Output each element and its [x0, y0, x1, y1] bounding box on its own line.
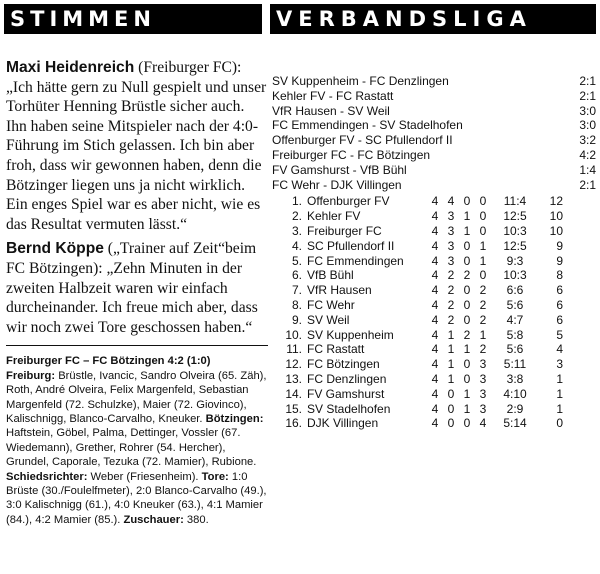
standings-team: FC Rastatt — [307, 342, 365, 357]
quote-heidenreich — [6, 58, 268, 234]
standings-won: 1 — [447, 327, 455, 342]
standings-points: 12 — [549, 194, 563, 209]
standings-lost: 3 — [479, 401, 487, 416]
quote-speaker: Maxi Heidenreich — [6, 59, 135, 76]
standings-rank: 14. — [285, 386, 302, 401]
result-score: 3:0 — [579, 103, 596, 118]
standings-rank: 5. — [291, 253, 302, 268]
standings-team: Offenburger FV — [307, 194, 390, 209]
standings-team: DJK Villingen — [307, 416, 379, 431]
result-match: Freiburger FC - FC Bötzingen — [272, 147, 431, 162]
standings-won: 2 — [447, 312, 455, 327]
standings-won: 0 — [447, 401, 455, 416]
standings-points: 10 — [549, 209, 563, 224]
standings-points: 4 — [556, 342, 563, 357]
standings-rank: 10. — [285, 327, 302, 342]
divider — [6, 345, 268, 346]
standings-team: Freiburger FC — [307, 223, 382, 238]
result-row — [272, 133, 598, 148]
verbandsliga-header: VERBANDSLIGA — [270, 4, 596, 34]
standings-played: 4 — [431, 297, 439, 312]
league-column — [272, 74, 598, 431]
standings-drawn: 1 — [463, 342, 471, 357]
stimmen-header: STIMMEN — [4, 4, 262, 34]
standings-team: SV Weil — [307, 312, 350, 327]
standings-row — [272, 298, 563, 313]
standings-points: 1 — [556, 371, 563, 386]
standings-team: Kehler FV — [307, 209, 361, 224]
standings-drawn: 0 — [463, 238, 471, 253]
standings-played: 4 — [431, 253, 439, 268]
standings-team: FC Bötzingen — [307, 357, 380, 372]
standings-played: 4 — [431, 416, 439, 431]
standings-rank: 12. — [285, 357, 302, 372]
standings-row — [272, 224, 563, 239]
standings-played: 4 — [431, 283, 439, 298]
standings-rank: 7. — [291, 283, 302, 298]
standings-row — [272, 416, 563, 431]
standings-team: FV Gamshurst — [307, 386, 385, 401]
standings-goals: 2:9 — [506, 401, 524, 416]
result-match: Kehler FV - FC Rastatt — [272, 88, 394, 103]
standings-won: 1 — [447, 342, 455, 357]
standings-played: 4 — [431, 327, 439, 342]
standings-lost: 0 — [479, 223, 487, 238]
standings-team: FC Denzlingen — [307, 371, 387, 386]
standings-played: 4 — [431, 386, 439, 401]
standings-drawn: 0 — [463, 253, 471, 268]
result-score: 2:1 — [579, 177, 596, 192]
standings-team: SV Kuppenheim — [307, 327, 394, 342]
team1-label: Freiburg: — [6, 369, 56, 382]
standings-played: 4 — [431, 194, 439, 209]
result-row — [272, 104, 598, 119]
standings-lost: 3 — [479, 371, 487, 386]
quote-text: („Trainer auf Zeit“beim FC Bötzingen): „Zehn Minuten in der zweiten Halbzeit waren wir einfach durcheinander. Ich freue mich aber, dass wir noch zwei Tore geschossen haben.“ — [6, 240, 258, 336]
standings-row — [272, 283, 563, 298]
standings-rank: 3. — [291, 223, 302, 238]
standings-goals: 3:8 — [506, 371, 524, 386]
referee: Weber (Friesenheim). — [87, 470, 199, 483]
standings-lost: 3 — [479, 357, 487, 372]
quote-speaker: Bernd Köppe — [6, 240, 104, 258]
standings-points: 6 — [556, 283, 563, 298]
standings-played: 4 — [431, 209, 439, 224]
standings-played: 4 — [431, 238, 439, 253]
standings-table — [272, 194, 563, 431]
standings-points: 9 — [556, 238, 563, 253]
result-row — [272, 148, 598, 163]
standings-drawn: 2 — [463, 327, 471, 342]
standings-lost: 0 — [479, 194, 487, 209]
result-row — [272, 118, 598, 133]
result-match: FV Gamshurst - VfB Bühl — [272, 162, 407, 177]
standings-points: 1 — [556, 401, 563, 416]
standings-team: SC Pfullendorf II — [307, 238, 395, 253]
team2-lineup: Haftstein, Göbel, Palma, Dettinger, Vossler (67. Wiedemann), Grether, Rohrer (54. Hercher), Grundel, Caporale, Tezuka (72. Mamier), Rubione. — [6, 427, 257, 469]
standings-lost: 3 — [479, 386, 487, 401]
standings-goals: 5:6 — [506, 342, 524, 357]
standings-goals: 12:5 — [503, 238, 527, 253]
standings-played: 4 — [431, 342, 439, 357]
standings-lost: 0 — [479, 268, 487, 283]
goals-label: Tore: — [201, 470, 229, 483]
standings-won: 3 — [447, 238, 455, 253]
result-row — [272, 89, 598, 104]
standings-won: 1 — [447, 371, 455, 386]
standings-played: 4 — [431, 312, 439, 327]
standings-won: 3 — [447, 209, 455, 224]
match-report — [6, 354, 268, 527]
standings-won: 0 — [447, 416, 455, 431]
result-row — [272, 74, 598, 89]
standings-goals: 11:4 — [503, 194, 527, 209]
standings-lost: 4 — [479, 416, 487, 431]
standings-goals: 5:6 — [506, 297, 524, 312]
standings-lost: 2 — [479, 283, 487, 298]
standings-drawn: 0 — [463, 283, 471, 298]
standings-rank: 13. — [285, 371, 302, 386]
standings-goals: 5:11 — [503, 357, 527, 372]
standings-won: 3 — [447, 223, 455, 238]
standings-goals: 5:14 — [503, 416, 527, 431]
standings-won: 4 — [447, 194, 455, 209]
standings-team: VfR Hausen — [307, 283, 372, 298]
standings-points: 8 — [556, 268, 563, 283]
result-match: FC Wehr - DJK Villingen — [272, 177, 402, 192]
standings-drawn: 0 — [463, 371, 471, 386]
standings-rank: 4. — [291, 238, 302, 253]
standings-row — [272, 387, 563, 402]
standings-drawn: 2 — [463, 268, 471, 283]
standings-rank: 16. — [285, 416, 302, 431]
result-score: 1:4 — [579, 162, 596, 177]
standings-goals: 5:8 — [506, 327, 524, 342]
standings-won: 0 — [447, 386, 455, 401]
spectators-label: Zuschauer: — [123, 513, 184, 526]
standings-lost: 1 — [479, 238, 487, 253]
standings-row — [272, 209, 563, 224]
standings-rank: 6. — [291, 268, 302, 283]
result-match: FC Emmendingen - SV Stadelhofen — [272, 118, 463, 133]
result-match: SV Kuppenheim - FC Denzlingen — [272, 74, 449, 88]
standings-won: 1 — [447, 357, 455, 372]
standings-row — [272, 313, 563, 328]
standings-drawn: 0 — [463, 416, 471, 431]
standings-points: 6 — [556, 312, 563, 327]
standings-points: 10 — [549, 223, 563, 238]
results-list — [272, 74, 598, 192]
standings-drawn: 1 — [463, 386, 471, 401]
standings-rank: 1. — [291, 194, 302, 209]
standings-row — [272, 372, 563, 387]
result-score: 3:2 — [579, 133, 596, 148]
standings-drawn: 1 — [463, 401, 471, 416]
standings-row — [272, 328, 563, 343]
spectators: 380. — [183, 513, 209, 526]
standings-rank: 11. — [286, 342, 302, 357]
goals: 1:0 Brüste (30./Foulelfmeter), 2:0 Blanco-Carvalho (49.), 3:0 Kalischnigg (61.), 4:0 Kneuker (63.), 4:1 Mamier (84.), 4:2 Mamier (85.). — [6, 470, 267, 526]
quote-text: (Freiburger FC): „Ich hätte gern zu Null gespielt und unser Torhüter Henning Brüstle sicher auch. Ihn haben seine Mitspieler nach der 4:0-Führung im Stich gelassen. Ich bin aber froh, dass wir gewonnen haben, denn die Bötzinger liegen uns ja nicht wirklich. Ein enges Spiel war es aber nicht, wie es das Resultat vermuten lässt.“ — [6, 59, 267, 233]
standings-points: 5 — [556, 327, 563, 342]
result-match: VfR Hausen - SV Weil — [272, 103, 390, 118]
standings-drawn: 1 — [463, 209, 471, 224]
standings-played: 4 — [431, 357, 439, 372]
standings-played: 4 — [431, 268, 439, 283]
standings-team: VfB Bühl — [307, 268, 354, 283]
standings-row — [272, 268, 563, 283]
standings-team: SV Stadelhofen — [307, 401, 391, 416]
result-row — [272, 163, 598, 178]
standings-rank: 8. — [291, 297, 302, 312]
standings-lost: 0 — [479, 209, 487, 224]
standings-team: FC Wehr — [307, 297, 355, 312]
result-score: 3:0 — [579, 118, 596, 133]
standings-won: 2 — [447, 268, 455, 283]
standings-goals: 6:6 — [506, 283, 524, 298]
standings-points: 1 — [556, 386, 563, 401]
standings-played: 4 — [431, 371, 439, 386]
result-score: 4:2 — [579, 147, 596, 162]
standings-played: 4 — [431, 223, 439, 238]
team1-lineup: Brüstle, Ivancic, Sandro Olveira (65. Zäh), Roth, André Olveira, Felix Margenfeld, Sebastian Margenfeld (72. Schulzke), Maier (72. Giovinco), Kalischnigg, Blanco-Carvalho, Kneuker. — [6, 369, 267, 425]
standings-row — [272, 254, 563, 269]
standings-goals: 4:7 — [506, 312, 524, 327]
quotes-column — [6, 58, 268, 527]
standings-drawn: 0 — [463, 194, 471, 209]
standings-goals: 12:5 — [503, 209, 527, 224]
match-heading: Freiburger FC – FC Bötzingen 4:2 (1:0) — [6, 355, 211, 368]
standings-played: 4 — [431, 401, 439, 416]
standings-won: 3 — [447, 253, 455, 268]
standings-team: FC Emmendingen — [307, 253, 404, 268]
referee-label: Schiedsrichter: — [6, 470, 88, 483]
result-score: 2:1 — [579, 74, 596, 88]
standings-drawn: 1 — [463, 223, 471, 238]
standings-lost: 2 — [479, 312, 487, 327]
standings-lost: 1 — [479, 327, 487, 342]
standings-goals: 10:3 — [503, 268, 527, 283]
result-score: 2:1 — [579, 88, 596, 103]
standings-row — [272, 342, 563, 357]
standings-points: 6 — [556, 297, 563, 312]
standings-points: 9 — [556, 253, 563, 268]
standings-drawn: 0 — [463, 297, 471, 312]
team2-label: Bötzingen: — [205, 412, 264, 425]
standings-drawn: 0 — [463, 357, 471, 372]
standings-rank: 15. — [285, 401, 302, 416]
standings-won: 2 — [447, 283, 455, 298]
result-row — [272, 178, 598, 193]
standings-won: 2 — [447, 297, 455, 312]
standings-drawn: 0 — [463, 312, 471, 327]
standings-row — [272, 239, 563, 254]
standings-points: 0 — [556, 416, 563, 431]
result-match: Offenburger FV - SC Pfullendorf II — [272, 133, 453, 148]
standings-row — [272, 357, 563, 372]
standings-goals: 10:3 — [503, 223, 527, 238]
standings-lost: 1 — [479, 253, 487, 268]
standings-points: 3 — [556, 357, 563, 372]
standings-goals: 4:10 — [503, 386, 527, 401]
standings-lost: 2 — [479, 342, 487, 357]
standings-rank: 9. — [291, 312, 302, 327]
standings-goals: 9:3 — [506, 253, 524, 268]
standings-lost: 2 — [479, 297, 487, 312]
standings-row — [272, 402, 563, 417]
standings-row — [272, 194, 563, 209]
standings-rank: 2. — [291, 209, 302, 224]
quote-koeppe — [6, 239, 268, 337]
